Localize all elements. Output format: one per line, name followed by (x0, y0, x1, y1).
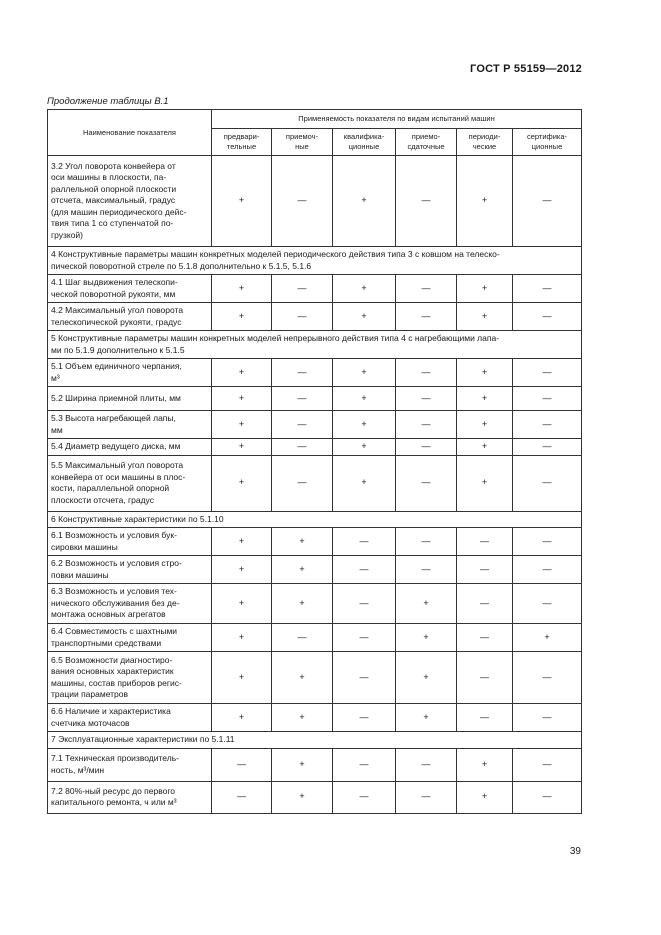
text-line: 5.3 Высота нагребающей лапы, (51, 413, 176, 423)
text-line: (для машин периодического дейс- (51, 206, 187, 217)
section-title (48, 331, 582, 359)
section-row (48, 331, 582, 359)
text-line: 4.2 Максимальный угол поворота (51, 305, 184, 315)
applicability-mark: + (212, 359, 272, 387)
applicability-mark: — (513, 704, 582, 732)
applicability-mark: — (457, 556, 513, 584)
text-line: 6.4 Совместимость с шахтными (51, 626, 178, 636)
applicability-table (47, 109, 582, 814)
applicability-mark: — (212, 748, 272, 781)
applicability-mark: — (272, 439, 333, 456)
text-line: счетчика моточасов (51, 717, 130, 728)
parameter-name (48, 387, 212, 411)
applicability-mark: + (457, 748, 513, 781)
table-caption: Продолжение таблицы В.1 (47, 96, 169, 107)
table-row (48, 359, 582, 387)
parameter-name (48, 439, 212, 456)
text-line: 5.1 Объем единичного черпания, (51, 361, 182, 371)
applicability-mark: + (212, 652, 272, 704)
text-line: тельные (226, 142, 257, 151)
applicability-mark: — (396, 303, 457, 331)
applicability-mark: — (333, 624, 396, 652)
applicability-mark: — (396, 439, 457, 456)
applicability-mark: — (396, 387, 457, 411)
parameter-name (48, 748, 212, 781)
text-line: конвейера от оси машины в плос- (51, 471, 186, 482)
text-line: отсчета, максимальный, градус (51, 195, 176, 206)
text-line: м³ (51, 372, 60, 383)
table-row (48, 624, 582, 652)
text-line: 6.1 Возможность и условия бук- (51, 530, 177, 540)
applicability-mark: + (457, 303, 513, 331)
applicability-mark: + (272, 781, 333, 813)
text-line: мм (51, 424, 63, 435)
applicability-mark: — (272, 455, 333, 511)
text-line: 5.2 Ширина приемной плиты, мм (51, 392, 181, 403)
text-line: 5.5 Максимальный угол поворота (51, 460, 184, 470)
applicability-mark: + (333, 411, 396, 439)
applicability-mark: — (333, 704, 396, 732)
text-line: 7 Эксплуатационные характеристики по 5.1.11 (51, 734, 235, 744)
parameter-name (48, 528, 212, 556)
text-line: 6.3 Возможность и условия тех- (51, 586, 177, 597)
table-row (48, 387, 582, 411)
applicability-mark: — (396, 455, 457, 511)
table-row (48, 704, 582, 732)
table-row (48, 781, 582, 813)
applicability-mark: + (396, 584, 457, 624)
parameter-name (48, 359, 212, 387)
text-line: сировки машины (51, 541, 118, 552)
applicability-mark: — (513, 387, 582, 411)
applicability-mark: + (457, 156, 513, 247)
parameter-name (48, 556, 212, 584)
text-line: пической поворотной стреле по 5.1.8 дополнительно к 5.1.5, 5.1.6 (51, 260, 312, 271)
parameter-name (48, 303, 212, 331)
applicability-mark: + (457, 359, 513, 387)
table-row (48, 748, 582, 781)
applicability-mark: + (333, 275, 396, 303)
applicability-mark: — (513, 528, 582, 556)
applicability-mark: + (212, 556, 272, 584)
applicability-mark: + (212, 303, 272, 331)
applicability-mark: + (272, 652, 333, 704)
applicability-mark: — (272, 387, 333, 411)
table-row (48, 439, 582, 456)
applicability-mark: — (513, 359, 582, 387)
applicability-mark: + (333, 387, 396, 411)
applicability-mark: + (396, 652, 457, 704)
applicability-mark: — (396, 556, 457, 584)
text-line: сертифика- (526, 132, 568, 141)
text-line: трации параметров (51, 689, 129, 699)
text-line: машины, состав приборов регис- (51, 677, 182, 688)
section-row (48, 511, 582, 528)
applicability-mark: + (457, 275, 513, 303)
applicability-mark: + (333, 359, 396, 387)
applicability-mark: — (396, 528, 457, 556)
text-line: кости, параллельной опорной (51, 483, 170, 493)
text-line: монтажа основных агрегатов (51, 609, 166, 620)
test-type-header (212, 129, 272, 156)
applicability-mark: — (333, 652, 396, 704)
table-row (48, 275, 582, 303)
page-number: 39 (569, 846, 581, 857)
table-row (48, 303, 582, 331)
text-line: 6.2 Возможность и условия стро- (51, 558, 182, 568)
applicability-mark: — (396, 275, 457, 303)
applicability-mark: — (396, 781, 457, 813)
applicability-mark: — (272, 156, 333, 247)
applicability-mark: + (212, 156, 272, 247)
text-line: ческие (472, 142, 497, 151)
applicability-mark: — (513, 584, 582, 624)
applicability-mark: + (272, 528, 333, 556)
test-types-group-header: Применяемость показателя по видам испытаний машин (212, 110, 582, 129)
text-line: грузкой) (51, 229, 83, 240)
applicability-mark: — (272, 624, 333, 652)
section-title (48, 511, 582, 528)
applicability-mark: — (513, 556, 582, 584)
parameter-name (48, 704, 212, 732)
text-line: 5.4 Диаметр ведущего диска, мм (51, 441, 181, 451)
applicability-mark: — (333, 781, 396, 813)
applicability-mark: — (333, 528, 396, 556)
applicability-mark: + (212, 439, 272, 456)
applicability-mark: + (333, 303, 396, 331)
table-row (48, 411, 582, 439)
text-line: ные (295, 142, 309, 151)
test-type-header (513, 129, 582, 156)
text-line: 7.1 Техническая производитель- (51, 753, 179, 763)
text-line: приемоч- (285, 132, 319, 141)
applicability-mark: — (457, 704, 513, 732)
text-line: капитального ремонта, ч или м³ (51, 797, 177, 807)
applicability-mark: — (513, 455, 582, 511)
text-line: 3.2 Угол поворота конвейера от (51, 160, 176, 171)
applicability-mark: + (333, 439, 396, 456)
applicability-mark: + (457, 439, 513, 456)
applicability-mark: — (513, 652, 582, 704)
parameter-name (48, 584, 212, 624)
parameter-name (48, 624, 212, 652)
text-line: телескопической рукояти, градус (51, 316, 182, 327)
text-line: 6 Конструктивные характеристики по 5.1.10 (51, 513, 224, 524)
text-line: ционные (531, 142, 563, 151)
parameter-name (48, 156, 212, 247)
applicability-mark: — (513, 781, 582, 813)
applicability-mark: — (513, 275, 582, 303)
section-title (48, 732, 582, 749)
applicability-mark: + (212, 624, 272, 652)
text-line: ционные (348, 142, 380, 151)
table-row (48, 528, 582, 556)
applicability-mark: + (212, 584, 272, 624)
text-line: плоскости отсчета, градус (51, 494, 154, 505)
applicability-mark: — (272, 303, 333, 331)
test-type-header (272, 129, 333, 156)
text-line: периоди- (468, 132, 501, 141)
applicability-mark: + (457, 387, 513, 411)
applicability-mark: + (457, 411, 513, 439)
text-line: ми по 5.1.9 дополнительно к 5.1.5 (51, 344, 185, 355)
test-type-header (396, 129, 457, 156)
parameter-name (48, 652, 212, 704)
applicability-mark: + (272, 704, 333, 732)
applicability-mark: — (457, 528, 513, 556)
applicability-mark: — (513, 156, 582, 247)
table-row (48, 652, 582, 704)
applicability-mark: + (212, 704, 272, 732)
test-type-header (457, 129, 513, 156)
applicability-mark: — (212, 781, 272, 813)
section-title (48, 247, 582, 275)
test-type-header (333, 129, 396, 156)
applicability-mark: + (333, 455, 396, 511)
parameter-name (48, 411, 212, 439)
table-row (48, 584, 582, 624)
applicability-mark: — (333, 556, 396, 584)
applicability-mark: — (396, 411, 457, 439)
text-line: твия типа 1 со ступенчатой по- (51, 218, 174, 229)
applicability-mark: — (272, 275, 333, 303)
section-row (48, 732, 582, 749)
text-line: 4 Конструктивные параметры машин конкретных моделей периодического действия типа 3 с ковшом на телеско- (51, 249, 500, 259)
text-line: сдаточные (407, 142, 445, 151)
applicability-mark: + (212, 528, 272, 556)
applicability-mark: — (513, 303, 582, 331)
text-line: повки машины (51, 569, 109, 580)
text-line: ность, м³/мин (51, 764, 105, 775)
param-column-header: Наименование показателя (48, 110, 212, 156)
text-line: транспортными средствами (51, 637, 162, 648)
text-line: приемо- (411, 132, 441, 141)
text-line: 6.6 Наличие и характеристика (51, 706, 171, 716)
applicability-mark: — (272, 411, 333, 439)
applicability-mark: + (272, 556, 333, 584)
applicability-mark: — (457, 584, 513, 624)
section-row (48, 247, 582, 275)
text-line: 6.5 Возможности диагностиро- (51, 654, 173, 665)
applicability-mark: — (457, 624, 513, 652)
applicability-mark: + (212, 387, 272, 411)
table-row (48, 156, 582, 247)
text-line: вания основных характеристик (51, 666, 174, 676)
applicability-mark: + (513, 624, 582, 652)
text-line: раллельной опорной плоскости (51, 183, 177, 194)
applicability-mark: — (513, 439, 582, 456)
table-row (48, 455, 582, 511)
text-line: ческой поворотной рукояти, мм (51, 288, 176, 299)
parameter-name (48, 781, 212, 813)
applicability-mark: — (457, 652, 513, 704)
text-line: предвари- (223, 132, 260, 141)
parameter-name (48, 275, 212, 303)
text-line: 7.2 80%-ный ресурс до первого (51, 785, 176, 796)
text-line: нического обслуживания без де- (51, 597, 180, 608)
applicability-mark: + (212, 411, 272, 439)
table-row (48, 556, 582, 584)
applicability-mark: + (457, 455, 513, 511)
applicability-mark: + (272, 748, 333, 781)
applicability-mark: + (333, 156, 396, 247)
text-line: оси машины в плоскости, па- (51, 172, 167, 183)
applicability-mark: — (272, 359, 333, 387)
applicability-mark: + (212, 275, 272, 303)
applicability-mark: + (212, 455, 272, 511)
text-line: 4.1 Шаг выдвижения телескопи- (51, 277, 178, 287)
applicability-mark: + (457, 781, 513, 813)
applicability-mark: + (272, 584, 333, 624)
applicability-mark: + (396, 704, 457, 732)
applicability-mark: — (333, 584, 396, 624)
parameter-name (48, 455, 212, 511)
applicability-mark: — (396, 156, 457, 247)
document-code: ГОСТ Р 55159—2012 (470, 63, 582, 75)
applicability-mark: — (333, 748, 396, 781)
text-line: квалифика- (343, 132, 385, 141)
text-line: 5 Конструктивные параметры машин конкретных моделей непрерывного действия типа 4 с нагребающими лапа- (51, 333, 500, 343)
applicability-mark: — (513, 748, 582, 781)
applicability-mark: — (513, 411, 582, 439)
applicability-mark: + (396, 624, 457, 652)
applicability-mark: — (396, 359, 457, 387)
applicability-mark: — (396, 748, 457, 781)
